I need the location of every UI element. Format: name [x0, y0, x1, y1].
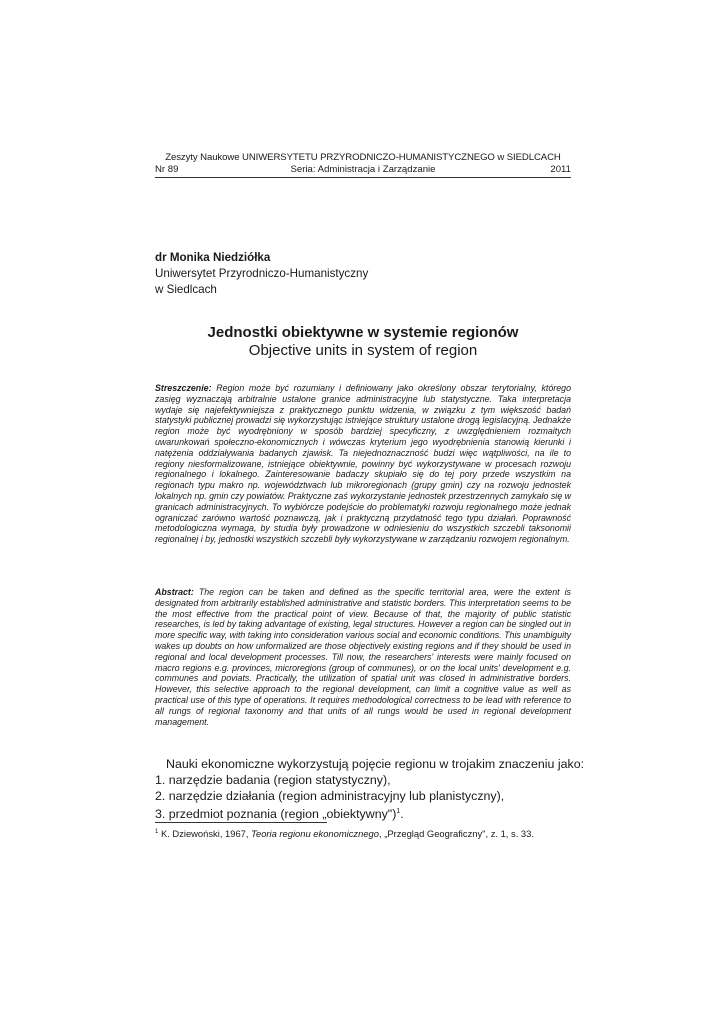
- body-intro: Nauki ekonomiczne wykorzystują pojęcie regionu w trojakim znaczeniu jako:: [166, 757, 585, 771]
- footnote-before: K. Dziewoński, 1967,: [158, 828, 252, 840]
- issue-year: 2011: [550, 164, 571, 175]
- footnote-marker: 1: [155, 829, 159, 835]
- abstract-text: The region can be taken and defined as the specific territorial area, were the extent is designated from arbitrarily established administrative and statistic borders. This interpretation seems to be the most effective from the practical point of view. Because of that, the majority of public statistic researches, is led by taking advantage of existing, legal structures. However a region can be singled out in more specific way, with taking into consideration various social and economic conditions. This unambiguity wakes up doubts on how unformalized are those objectively existing regions and if they should be used in regional and local development processes. Till now, the researchers' interests were mainly focused on macro regions e.g. provinces, microregions (group of communes), or on the local units' development e.g. communes and poviats. Practically, the utilization of spatial unit was closed in administrative borders. However, this selective approach to the regional development, can limit a cognitive value as well as practical use of this type of operations. It requires methodological correctness to be lead with reference to all rungs of regional taxonomy and that units of all rungs would be used in regional development management.: [155, 587, 571, 727]
- author-affiliation-line2: w Siedlcach: [155, 283, 217, 296]
- header-rule: [155, 177, 571, 178]
- footnote-reference[interactable]: 1: [396, 808, 401, 815]
- series-name: Seria: Administracja i Zarządzanie: [290, 164, 436, 175]
- title-polish: Jednostki obiektywne w systemie regionów: [207, 324, 519, 341]
- footnote-after: , „Przegląd Geograficzny", z. 1, s. 33.: [378, 828, 534, 840]
- body-section: [155, 756, 585, 822]
- footnote-rule: [155, 822, 327, 823]
- abstract-paragraph: [155, 587, 571, 727]
- list-item: [155, 804, 585, 822]
- issue-number: Nr 89: [155, 164, 179, 175]
- streszczenie-paragraph: [155, 383, 571, 545]
- author-name: dr Monika Niedziółka: [155, 251, 271, 264]
- streszczenie-label: Streszczenie:: [155, 383, 212, 393]
- footnote: [155, 826, 534, 840]
- footnote-work-title: Teoria regionu ekonomicznego: [251, 828, 379, 840]
- journal-title: Zeszyty Naukowe UNIWERSYTETU PRZYRODNICZO-HUMANISTYCZNEGO w SIEDLCACH: [165, 152, 561, 163]
- list-item: 1. narzędzie badania (region statystyczny),: [155, 773, 391, 787]
- abstract-label: Abstract:: [155, 587, 194, 597]
- title-english: Objective units in system of region: [248, 342, 478, 359]
- list-item-end: .: [400, 807, 404, 822]
- author-block: [155, 250, 368, 298]
- list-item-text: 3. przedmiot poznania (region „obiektywny"): [155, 807, 397, 822]
- streszczenie-text: Region może być rozumiany i definiowany jako określony obszar terytorialny, którego zasięg wyznaczają arbitralnie ustalone granice administracyjne lub statystyczne. Taka interpretacja wydaje się najefektywniejsza z praktycznego punktu widzenia, w związku z tym większość badań statystyki publicznej prowadzi się wykorzystując istniejące struktury ustalone drogą legislacyjną. Jednakże region może być wyodrębniony w sposób bardziej specyficzny, z uwzględnieniem rozmaitych uwarunkowań społeczno-ekonomicznych i wówczas kryterium jego wyodrębnienia stanowią kierunki i natężenia oddziaływania badanych zjawisk. Ta niejednoznaczność budzi więc wątpliwości, na ile to regiony niesformalizowane, istniejące obiektywnie, powinny być wykorzystywane w procesach rozwoju regionalnego i lokalnego. Zainteresowanie badaczy skupiało się do tej pory przede wszystkim na regionach typu makro np. województwach lub mikroregionach (grupy gmin) czy na rozwoju jednostek lokalnych np. gmin czy powiatów. Praktyczne zaś wykorzystanie jednostek przestrzennych zamykało się w granicach administracyjnych. To wybiórcze podejście do problematyki rozwoju regionalnego może jednak ograniczać zarówno wartość poznawczą, jak i praktyczną przydatność tego typu działań. Poprawność metodologiczna wymaga, by studia były prowadzone w odniesieniu do wszystkich szczebli taksonomii regionalnej i by, jednostki wszystkich szczebli były wykorzystywane w zarządzaniu rozwojem regionalnym.: [155, 383, 571, 545]
- author-affiliation-line1: Uniwersytet Przyrodniczo-Humanistyczny: [155, 267, 369, 280]
- list-item: 2. narzędzie działania (region administracyjny lub planistyczny),: [155, 789, 505, 803]
